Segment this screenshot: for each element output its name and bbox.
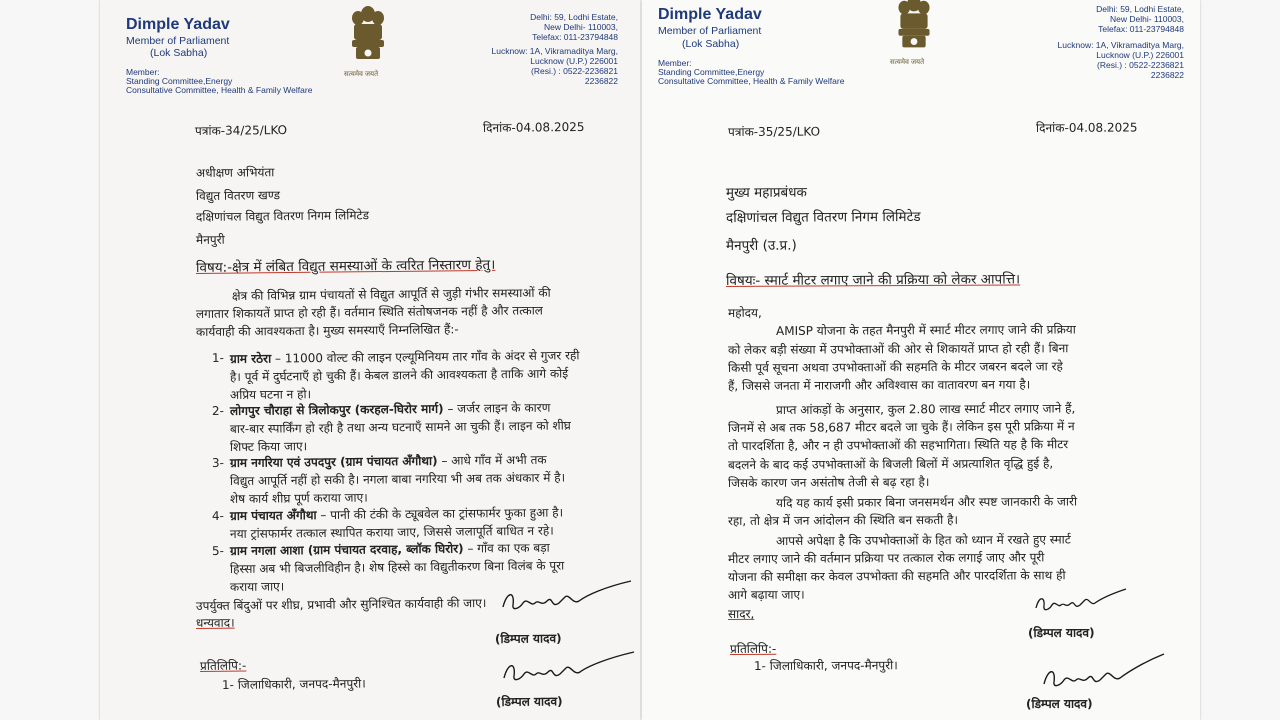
reference-number: पत्रांक-34/25/LKO [194,123,288,138]
list-item-line: शिफ्ट किया जाए। [229,439,308,454]
paragraph-line: को लेकर बड़ी संख्या में उपभोक्ताओं की ओर से शिकायतें प्राप्त हो रही हैं। बिना [727,341,1069,357]
list-item-number: 5- [211,543,225,558]
addressee-line-2: दक्षिणांचल विद्युत वितरण निगम लिमिटेड [725,208,921,226]
signatory-name: (डिम्पल यादव) [494,631,562,646]
paragraph-line: प्राप्त आंकड़ों के अनुसार, कुल 2.80 लाख स्मार्ट मीटर लगाए जाने हैं, [775,401,1076,417]
signature-icon [1038,650,1168,692]
copy-label: प्रतिलिपि:- [729,641,777,656]
addressee-line-1: अधीक्षण अभियंता [195,165,275,180]
signature-icon [1030,586,1130,616]
header-member-label: Member: [658,58,692,68]
list-item-number: 4- [211,508,225,523]
signature-icon [495,577,635,619]
emblem-motto: सत्यमेव जयते [344,71,379,78]
addressee-line-3: मैनपुरी (उ.प्र.) [725,237,797,254]
subject-line: विषयः- स्मार्ट मीटर लगाए जाने की प्रक्रिया को लेकर आपत्ति। [725,271,1021,289]
copy-label: प्रतिलिपि:- [199,658,247,673]
intro-line-3: कार्यवाही की आवश्यकता है। मुख्य समस्याएँ निम्नलिखित हैं:- [195,322,459,339]
list-item-line: शेष कार्य शीघ्र पूर्ण कराया जाए। [229,490,368,506]
emblem-motto: सत्यमेव जयते [890,59,925,66]
list-item-line: है। पूर्व में दुर्घटनाएँ हो चुकी हैं। केबल डालने की आवश्यकता है ताकि आगे कोई [229,366,569,384]
intro-line-1: क्षेत्र की विभिन्न ग्राम पंचायतों से विद्युत आपूर्ति से जुड़ी गंभीर समस्याओं की [231,285,551,303]
lucknow-address-line-3: (Resi.) : 0522-2236821 [531,66,618,76]
emblem-icon [346,2,390,72]
copy-item: 1- जिलाधिकारी, जनपद-मैनपुरी। [221,676,366,692]
signature-icon [498,646,638,688]
signatory-name-2: (डिम्पल यादव) [1025,696,1093,711]
paragraph-line: AMISP योजना के तहत मैनपुरी में स्मार्ट मीटर लगाए जाने की प्रक्रिया [775,322,1076,338]
paragraph-line: मीटर लगाए जाने की वर्तमान प्रक्रिया पर तत्काल रोक लगाई जाए और पूरी [727,550,1045,566]
emblem-icon [892,0,936,60]
salutation: महोदय, [727,305,762,320]
header-title: Member of Parliament [658,25,762,37]
lucknow-address-line-2: Lucknow (U.P.) 226001 [1096,50,1184,60]
letter-date: दिनांक-04.08.2025 [1035,120,1138,135]
delhi-address-line-2: New Delhi- 110003, [543,22,618,32]
list-item [230,539,550,559]
list-item-heading: ग्राम नगरिया एवं उपदपुर (ग्राम पंचायत अँगौथा) [229,453,438,470]
addressee-line-2: विद्युत वितरण खण्ड [195,188,281,203]
lucknow-address [1058,40,1184,80]
addressee-line-1: मुख्य महाप्रबंधक [725,184,807,201]
lucknow-address-line-3: (Resi.) : 0522-2236821 [1097,60,1184,70]
lucknow-address-line-4: 2236822 [584,76,618,86]
header-committee-2: Consultative Committee, Health & Family Welfare [658,76,845,86]
list-item-text: – गाँव का एक बड़ा [463,540,550,556]
regards-line: सादर, [727,606,755,621]
delhi-address-line-2: New Delhi- 110003, [1109,14,1184,24]
lucknow-address-line-1: Lucknow: 1A, Vikramaditya Marg, [491,46,618,56]
list-item-line: अप्रिय घटना न हो। [229,387,312,402]
header-house: (Lok Sabha) [682,38,740,50]
header-committee-1: Standing Committee,Energy [658,67,765,77]
delhi-address-line-3: Telefax: 011-23794848 [532,32,618,42]
letter-left [100,0,640,720]
header-house: (Lok Sabha) [150,47,208,59]
paragraph-line: बदलने के बाद कई उपभोक्ताओं के बिजली बिलों में अप्रत्याशित वृद्धि हुई है, [727,456,1054,472]
thanks-line: धन्यवाद। [195,615,235,630]
header-committee-2: Consultative Committee, Health & Family Welfare [126,85,313,95]
lucknow-address-line-4: 2236822 [1150,70,1184,80]
list-item-text: – जर्जर लाइन के कारण [443,400,551,416]
list-item-text: – 11000 वोल्ट की लाइन एल्यूमिनियम तार गाँव के अंदर से गुजर रही [271,348,580,366]
list-item [230,451,547,471]
delhi-address [530,12,618,42]
list-item-line: कराया जाए। [229,579,285,594]
list-item [230,399,551,419]
list-item-heading: ग्राम रठेरा [229,351,272,366]
paragraph-line: जिसके कारण जन असंतोष तेजी से बढ़ रहा है। [727,474,930,490]
paragraph-line: आगे बढ़ाया जाए। [727,587,805,602]
list-item-text: – पानी की टंकी के ट्यूबवेल का ट्रांसफार्मर फुका हुआ है। [316,505,564,523]
list-item-line: नया ट्रांसफार्मर तत्काल स्थापित कराया जाए, जिससे जलापूर्ति बाधित न रहे। [229,523,554,541]
header-title: Member of Parliament [126,35,230,47]
paragraph-line: जिनमें से अब तक 58,687 मीटर बदले जा चुके हैं। लेकिन इस पूरी प्रक्रिया में न [727,419,1075,435]
lucknow-address [492,46,618,86]
reference-number: पत्रांक-35/25/LKO [727,124,821,139]
copy-item: 1- जिलाधिकारी, जनपद-मैनपुरी। [753,658,898,673]
signatory-name: (डिम्पल यादव) [1027,625,1095,640]
header-name: Dimple Yadav [658,6,762,23]
list-item-number: 2- [211,403,225,418]
paragraph-line: रहा, तो क्षेत्र में जन आंदोलन की स्थिति बन सकती है। [727,512,959,528]
list-item-heading: ग्राम नगला आशा (ग्राम पंचायत दरवाह, ब्लॉक घिरोर) [229,541,464,558]
paragraph-line: आपसे अपेक्षा है कि उपभोक्ताओं के हित को ध्यान में रखते हुए स्मार्ट [775,532,1071,548]
lucknow-address-line-2: Lucknow (U.P.) 226001 [530,56,618,66]
list-item-line: विद्युत आपूर्ति नहीं हो सकी है। नगला बाबा नगरिया भी अब तक अंधकार में है। [229,470,566,488]
paragraph-line: किसी पूर्व सूचना अथवा उपभोक्ताओं की सहमति के मीटर जबरन बदले जा रहे [727,359,1063,375]
letter-right [642,0,1200,720]
intro-line-2: लगातार शिकायतें प्राप्त हो रही हैं। वर्तमान स्थिति संतोषजनक नहीं है और तत्काल [195,303,543,321]
list-item-heading: ग्राम पंचायत अँगौथा [229,508,317,523]
header-name: Dimple Yadav [126,16,230,33]
paragraph-line: तो पारदर्शिता है, और न ही उपभोक्ताओं की सहभागिता। स्थिति यह है कि मीटर [727,437,1069,453]
paragraph-line: योजना की समीक्षा कर केवल उपभोक्ता की सहमति और पारदर्शिता के साथ ही [727,568,1066,584]
list-item [230,504,563,524]
list-item-line: बार-बार स्पार्किंग हो रही है तथा अन्य घटनाएँ सामने आ चुकी हैं। लाइन को शीघ्र [229,418,571,436]
delhi-address [1096,4,1184,34]
delhi-address-line-1: Delhi: 59, Lodhi Estate, [1096,4,1184,14]
closing-line: उपर्युक्त बिंदुओं पर शीघ्र, प्रभावी और सुनिश्चित कार्यवाही की जाए। [195,595,487,613]
delhi-address-line-3: Telefax: 011-23794848 [1098,24,1184,34]
list-item-line: हिस्सा अब भी बिजलीविहीन है। शेष हिस्से का विद्युतीकरण बिना विलंब के पूरा [229,558,565,576]
header-committee-1: Standing Committee,Energy [126,76,233,86]
lucknow-address-line-1: Lucknow: 1A, Vikramaditya Marg, [1057,40,1184,50]
paragraph-line: यदि यह कार्य इसी प्रकार बिना जनसमर्थन और स्पष्ट जानकारी के जारी [775,494,1078,510]
list-item-heading: लोगपुर चौराहा से त्रिलोकपुर (करहल-घिरोर मार्ग) [229,401,444,418]
addressee-line-3: दक्षिणांचल विद्युत वितरण निगम लिमिटेड [195,208,370,224]
paragraph-line: हैं, जिससे जनता में नाराजगी और अविश्वास का वातावरण बन गया है। [727,377,1031,393]
header-member-label: Member: [126,67,160,77]
signatory-name-2: (डिम्पल यादव) [495,694,563,709]
letter-date: दिनांक-04.08.2025 [482,119,585,135]
list-item-number: 1- [211,350,225,365]
list-item-number: 3- [211,455,225,470]
subject-line: विषय:-क्षेत्र में लंबित विद्युत समस्याओं के त्वरित निस्तारण हेतु। [195,256,496,276]
delhi-address-line-1: Delhi: 59, Lodhi Estate, [530,12,618,22]
addressee-line-4: मैनपुरी [195,232,225,247]
list-item-text: – आधे गाँव में अभी तक [437,452,547,468]
